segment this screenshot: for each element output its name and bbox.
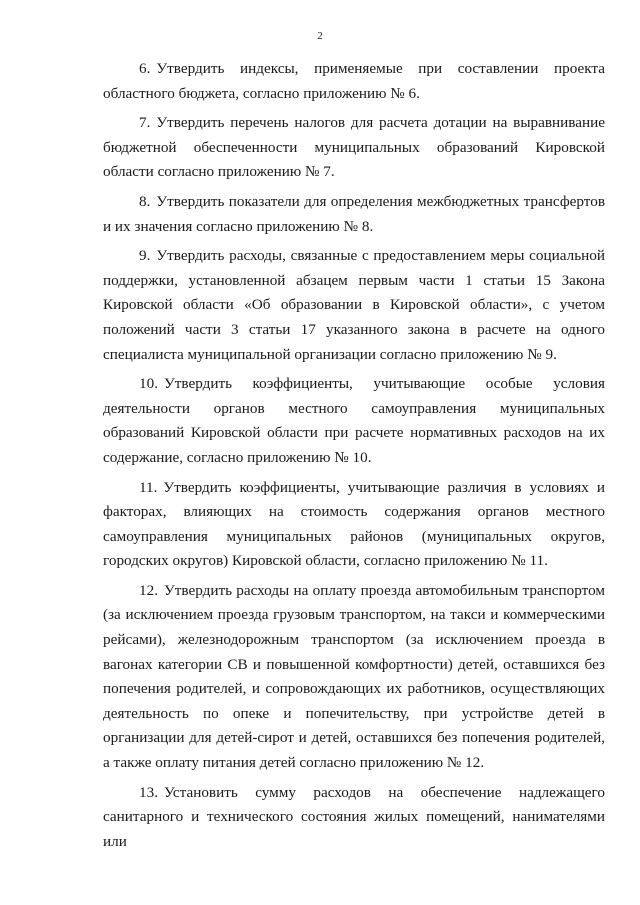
paragraph-11 xyxy=(103,476,605,574)
paragraph-number: 12. xyxy=(139,581,158,599)
paragraph-text: Утвердить коэффициенты, учитывающие различия в условиях и факторах, влияющих на стоимость содержания органов местного самоуправления муниципальных районов (муниципальных округов, городских округов) Кировской области, согласно приложению № 11. xyxy=(103,478,605,570)
paragraph-number: 8. xyxy=(139,192,151,210)
paragraph-text: Утвердить перечень налогов для расчета дотации на выравнивание бюджетной обеспеченности муниципальных образований Кировской области согласно приложению № 7. xyxy=(103,114,605,181)
paragraph-text: Утвердить коэффициенты, учитывающие особые условия деятельности органов местного самоуправления муниципальных образований Кировской области при расчете нормативных расходов на их содержание, согласно приложению № 10. xyxy=(103,375,605,466)
paragraph-number: 9. xyxy=(139,247,151,265)
paragraph-8 xyxy=(103,190,605,239)
paragraph-13 xyxy=(103,781,605,855)
page-number: 2 xyxy=(317,30,323,42)
paragraph-number: 7. xyxy=(139,114,151,132)
paragraph-6 xyxy=(103,57,605,106)
paragraph-7 xyxy=(103,111,605,185)
paragraph-number: 10. xyxy=(139,375,158,393)
paragraph-text: Утвердить показатели для определения межбюджетных трансфертов и их значения согласно приложению № 8. xyxy=(103,192,605,235)
paragraph-text: Утвердить расходы, связанные с предоставлением меры социальной поддержки, установленной абзацем первым части 1 статьи 15 Закона Кировской области «Об образовании в Кировской области», с учетом положений части 3 статьи 17 указанного закона в расчете на одного специалиста муниципальной организации согласно приложению № 9. xyxy=(103,247,605,363)
paragraph-number: 13. xyxy=(139,783,158,801)
paragraph-text: Утвердить индексы, применяемые при составлении проекта областного бюджета, согласно приложению № 6. xyxy=(103,60,605,102)
paragraph-text: Утвердить расходы на оплату проезда автомобильным транспортом (за исключением проезда грузовым транспортом, на такси и коммерческими рейсами), железнодорожным транспортом (за исключением проезда в вагонах категории СВ и повышенной комфортности) детей, оставшихся без попечения родителей, и сопровождающих их работников, осуществляющих деятельность по опеке и попечительству, при устройстве детей в организации для детей-сирот и детей, оставшихся без попечения родителей, а также оплату питания детей согласно приложению № 12. xyxy=(103,581,605,772)
document-body xyxy=(103,57,605,859)
paragraph-9 xyxy=(103,244,605,367)
paragraph-number: 6. xyxy=(139,60,151,77)
paragraph-12 xyxy=(103,579,605,776)
paragraph-text: Установить сумму расходов на обеспечение надлежащего санитарного и технического состояния жилых помещений, нанимателями или xyxy=(103,783,605,850)
paragraph-number: 11. xyxy=(139,478,158,496)
paragraph-10 xyxy=(103,372,605,470)
